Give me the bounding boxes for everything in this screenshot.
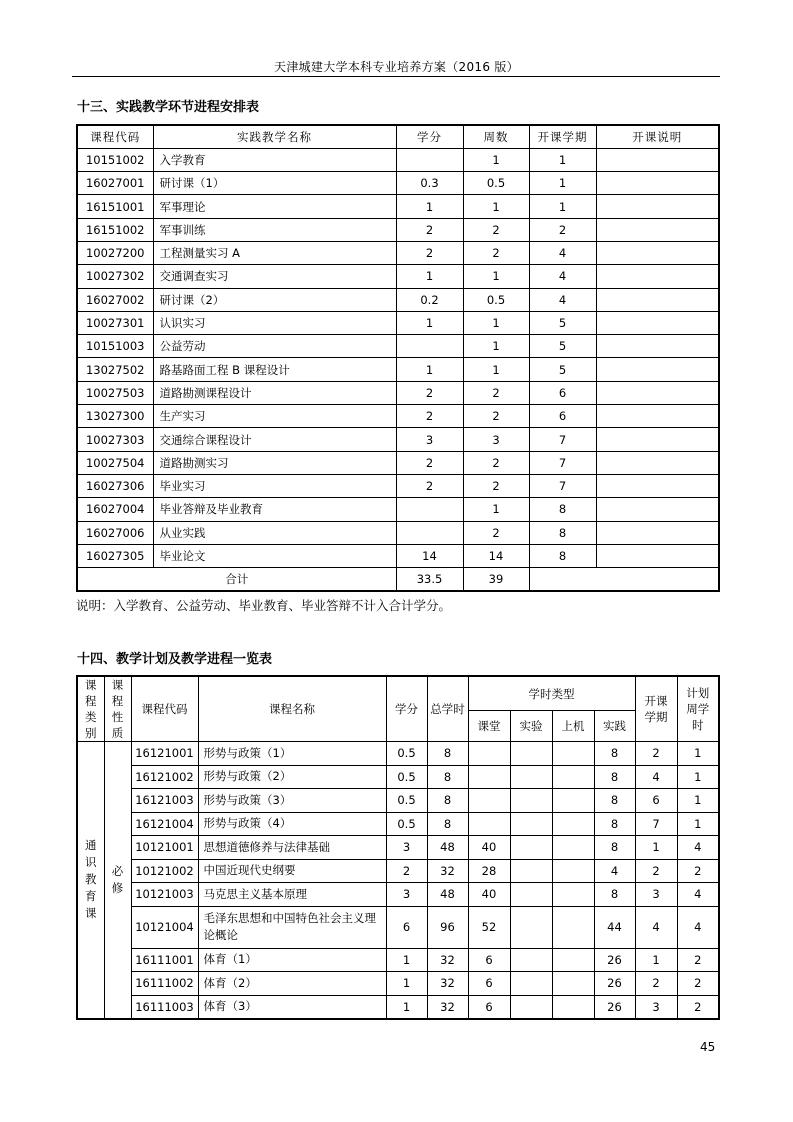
table-cell: 2 <box>463 474 529 497</box>
table-cell: 10027200 <box>77 241 153 264</box>
table-cell <box>396 335 463 358</box>
table-cell: 马克思主义基本原理 <box>198 883 386 907</box>
table-cell: 1 <box>635 948 677 972</box>
table-cell <box>510 789 552 813</box>
table-cell: 1 <box>677 765 719 789</box>
table-row <box>77 972 719 996</box>
table-cell: 10027303 <box>77 428 153 451</box>
table-cell: 48 <box>427 883 468 907</box>
header-divider <box>72 76 720 77</box>
table-cell <box>510 742 552 766</box>
table-cell: 3 <box>635 995 677 1019</box>
table-cell: 体育（3） <box>198 995 386 1019</box>
table-cell: 思想道德修养与法律基础 <box>198 836 386 860</box>
table-cell <box>510 812 552 836</box>
table-cell: 公益劳动 <box>153 335 396 358</box>
table-cell <box>596 428 719 451</box>
table-cell <box>596 521 719 544</box>
table-cell: 7 <box>529 474 596 497</box>
table-cell <box>552 995 594 1019</box>
table-row <box>77 172 719 195</box>
table-cell: 2 <box>463 241 529 264</box>
table-cell: 0.5 <box>386 789 427 813</box>
table-cell: 1 <box>396 311 463 334</box>
table-cell: 0.5 <box>463 288 529 311</box>
table-cell: 毛泽东思想和中国特色社会主义理论概论 <box>198 906 386 948</box>
section-14-heading: 十四、教学计划及教学进程一览表 <box>77 652 273 667</box>
table-cell: 道路勘测实习 <box>153 451 396 474</box>
table-cell: 1 <box>463 498 529 521</box>
table-cell: 6 <box>468 995 510 1019</box>
table-cell: 16151001 <box>77 195 153 218</box>
table-cell <box>596 451 719 474</box>
table-cell: 军事训练 <box>153 218 396 241</box>
table-row <box>77 148 719 171</box>
table-row <box>77 311 719 334</box>
table-cell: 6 <box>468 948 510 972</box>
table-cell <box>596 241 719 264</box>
section-13-heading: 十三、实践教学环节进程安排表 <box>77 100 260 115</box>
table-cell <box>510 883 552 907</box>
table-cell: 2 <box>396 451 463 474</box>
table-cell: 5 <box>529 311 596 334</box>
table-row <box>77 428 719 451</box>
table-cell <box>596 358 719 381</box>
table-cell: 1 <box>386 995 427 1019</box>
table-cell <box>552 742 594 766</box>
table-cell: 4 <box>529 288 596 311</box>
table-cell: 16151002 <box>77 218 153 241</box>
table-cell: 1 <box>386 972 427 996</box>
table-row <box>77 405 719 428</box>
table-cell <box>396 521 463 544</box>
table-cell: 13027502 <box>77 358 153 381</box>
table-cell: 10121004 <box>131 906 198 948</box>
table-cell: 10027503 <box>77 381 153 404</box>
table-cell: 6 <box>529 381 596 404</box>
table-cell <box>468 812 510 836</box>
table-cell: 16027002 <box>77 288 153 311</box>
table-cell <box>596 265 719 288</box>
table-cell <box>596 405 719 428</box>
table-cell <box>596 544 719 567</box>
table-cell: 1 <box>463 335 529 358</box>
column-header: 开课说明 <box>596 125 719 148</box>
column-header-computer: 上机 <box>552 711 594 742</box>
table-cell <box>510 948 552 972</box>
table-row <box>77 948 719 972</box>
table-cell: 2 <box>396 474 463 497</box>
table-cell: 1 <box>396 358 463 381</box>
table-cell: 8 <box>594 883 635 907</box>
table-cell: 7 <box>529 451 596 474</box>
column-header: 学分 <box>396 125 463 148</box>
table-cell <box>596 148 719 171</box>
table-cell: 13027300 <box>77 405 153 428</box>
table-cell: 16121003 <box>131 789 198 813</box>
table-cell <box>468 789 510 813</box>
table-cell: 0.3 <box>396 172 463 195</box>
table-cell: 0.5 <box>386 812 427 836</box>
table-cell: 1 <box>463 195 529 218</box>
table-cell: 2 <box>529 218 596 241</box>
table-cell <box>596 498 719 521</box>
table-cell: 1 <box>529 195 596 218</box>
table-row <box>77 241 719 264</box>
table-cell: 8 <box>427 765 468 789</box>
course-category-cell: 通识教育课 <box>77 742 104 1019</box>
table-cell: 8 <box>594 742 635 766</box>
table-cell: 2 <box>396 381 463 404</box>
table-cell <box>552 789 594 813</box>
column-header-weekly-hours: 计划周学时 <box>677 676 719 742</box>
column-header-lab: 实验 <box>510 711 552 742</box>
table-cell <box>552 812 594 836</box>
table-cell: 26 <box>594 972 635 996</box>
table-cell: 研讨课（2） <box>153 288 396 311</box>
table-cell: 1 <box>463 148 529 171</box>
table-cell <box>596 288 719 311</box>
table-cell: 14 <box>463 544 529 567</box>
table-cell: 1 <box>463 265 529 288</box>
table-cell: 16027006 <box>77 521 153 544</box>
table-cell: 16027306 <box>77 474 153 497</box>
table-cell: 5 <box>529 358 596 381</box>
column-header-term: 开课学期 <box>635 676 677 742</box>
column-header: 周数 <box>463 125 529 148</box>
table-cell <box>596 335 719 358</box>
table-cell: 形势与政策（2） <box>198 765 386 789</box>
table-cell: 2 <box>396 405 463 428</box>
table-cell: 3 <box>396 428 463 451</box>
course-nature-cell: 必修 <box>104 742 131 1019</box>
table-cell: 96 <box>427 906 468 948</box>
table-cell: 4 <box>594 859 635 883</box>
table-cell: 2 <box>635 859 677 883</box>
table-row <box>77 451 719 474</box>
table-cell: 10027504 <box>77 451 153 474</box>
table-cell <box>552 906 594 948</box>
table-cell <box>552 765 594 789</box>
page-header-title: 天津城建大学本科专业培养方案（2016 版） <box>274 60 519 74</box>
table-cell: 4 <box>529 241 596 264</box>
table-cell: 32 <box>427 995 468 1019</box>
table-cell: 16111001 <box>131 948 198 972</box>
table-row <box>77 358 719 381</box>
table-row <box>77 335 719 358</box>
table-cell: 4 <box>677 906 719 948</box>
table-row <box>77 195 719 218</box>
table-cell: 3 <box>386 836 427 860</box>
table-row <box>77 218 719 241</box>
table-cell: 14 <box>396 544 463 567</box>
table-cell: 1 <box>677 812 719 836</box>
table-cell: 40 <box>468 883 510 907</box>
table-cell: 从业实践 <box>153 521 396 544</box>
table-cell: 3 <box>386 883 427 907</box>
table-cell <box>396 148 463 171</box>
table-cell <box>552 859 594 883</box>
column-header-hour-types: 学时类型 <box>468 676 635 711</box>
table-cell: 8 <box>427 812 468 836</box>
table-cell: 2 <box>463 521 529 544</box>
table-cell <box>596 381 719 404</box>
column-header: 课程代码 <box>77 125 153 148</box>
table-row <box>77 742 719 766</box>
table-cell: 2 <box>463 405 529 428</box>
table-cell <box>468 765 510 789</box>
table-cell: 2 <box>635 742 677 766</box>
table-cell: 认识实习 <box>153 311 396 334</box>
table-note: 说明：入学教育、公益劳动、毕业教育、毕业答辩不计入合计学分。 <box>76 598 452 613</box>
table-cell: 形势与政策（4） <box>198 812 386 836</box>
table-row <box>77 521 719 544</box>
table-row <box>77 381 719 404</box>
table-cell: 8 <box>594 812 635 836</box>
table-cell: 8 <box>529 498 596 521</box>
column-header-code: 课程代码 <box>131 676 198 742</box>
table-cell: 2 <box>677 859 719 883</box>
table-cell: 交通综合课程设计 <box>153 428 396 451</box>
table-cell: 2 <box>463 381 529 404</box>
table-cell: 体育（2） <box>198 972 386 996</box>
table-cell: 16027305 <box>77 544 153 567</box>
table-cell: 4 <box>635 906 677 948</box>
column-header: 实践教学名称 <box>153 125 396 148</box>
table-row <box>77 474 719 497</box>
table-cell: 2 <box>677 995 719 1019</box>
table-cell: 1 <box>529 148 596 171</box>
table-cell: 1 <box>386 948 427 972</box>
total-label: 合计 <box>77 568 396 591</box>
table-cell: 8 <box>529 521 596 544</box>
column-header-classroom: 课堂 <box>468 711 510 742</box>
total-row <box>77 568 719 591</box>
table-cell: 16121001 <box>131 742 198 766</box>
practice-schedule-table <box>76 124 720 592</box>
table-cell: 10027301 <box>77 311 153 334</box>
table-cell: 4 <box>529 265 596 288</box>
table-cell: 28 <box>468 859 510 883</box>
column-header-practice: 实践 <box>594 711 635 742</box>
table-cell: 32 <box>427 972 468 996</box>
table-cell: 48 <box>427 836 468 860</box>
table-cell: 10121001 <box>131 836 198 860</box>
table-cell <box>510 972 552 996</box>
table-cell: 8 <box>594 836 635 860</box>
table-cell: 毕业论文 <box>153 544 396 567</box>
table-cell: 0.2 <box>396 288 463 311</box>
table-cell: 40 <box>468 836 510 860</box>
table-cell: 1 <box>529 172 596 195</box>
table-cell: 7 <box>529 428 596 451</box>
table-row <box>77 859 719 883</box>
table-cell <box>596 311 719 334</box>
table-cell: 6 <box>529 405 596 428</box>
table-cell <box>552 883 594 907</box>
table-cell: 2 <box>635 972 677 996</box>
table-cell: 研讨课（1） <box>153 172 396 195</box>
table-cell: 32 <box>427 948 468 972</box>
table-cell: 10121003 <box>131 883 198 907</box>
table-cell: 1 <box>396 265 463 288</box>
table-cell: 2 <box>677 948 719 972</box>
table-cell: 形势与政策（1） <box>198 742 386 766</box>
table-row <box>77 883 719 907</box>
table-cell: 体育（1） <box>198 948 386 972</box>
table-cell: 5 <box>529 335 596 358</box>
table-row <box>77 812 719 836</box>
table-cell: 2 <box>396 218 463 241</box>
table-row <box>77 906 719 948</box>
table-cell: 8 <box>427 789 468 813</box>
table-cell: 16027001 <box>77 172 153 195</box>
table-cell: 32 <box>427 859 468 883</box>
table-cell: 1 <box>463 358 529 381</box>
table-cell: 52 <box>468 906 510 948</box>
table-cell <box>552 836 594 860</box>
column-header-name: 课程名称 <box>198 676 386 742</box>
table-cell: 2 <box>396 241 463 264</box>
table-cell: 道路勘测课程设计 <box>153 381 396 404</box>
table-cell: 入学教育 <box>153 148 396 171</box>
table-cell: 3 <box>463 428 529 451</box>
table-header-row <box>77 676 719 711</box>
table-cell: 1 <box>677 789 719 813</box>
table-cell: 26 <box>594 948 635 972</box>
table-cell: 3 <box>635 883 677 907</box>
total-weeks: 39 <box>463 568 529 591</box>
table-cell: 1 <box>463 311 529 334</box>
table-cell <box>510 995 552 1019</box>
table-cell <box>510 765 552 789</box>
table-cell <box>396 498 463 521</box>
table-cell: 8 <box>594 765 635 789</box>
table-cell: 10027302 <box>77 265 153 288</box>
table-cell: 16027004 <box>77 498 153 521</box>
table-row <box>77 789 719 813</box>
table-cell: 毕业答辩及毕业教育 <box>153 498 396 521</box>
table-row <box>77 544 719 567</box>
table-row <box>77 498 719 521</box>
table-cell: 工程测量实习 A <box>153 241 396 264</box>
table-cell: 16121002 <box>131 765 198 789</box>
table-cell: 4 <box>677 836 719 860</box>
table-cell <box>552 948 594 972</box>
table-cell <box>529 568 719 591</box>
table-cell <box>510 859 552 883</box>
table-cell: 0.5 <box>463 172 529 195</box>
table-cell: 生产实习 <box>153 405 396 428</box>
table-cell: 4 <box>635 765 677 789</box>
column-header-nature: 课程性质 <box>104 676 131 742</box>
column-header-category: 课程类别 <box>77 676 104 742</box>
table-cell: 军事理论 <box>153 195 396 218</box>
table-cell: 6 <box>386 906 427 948</box>
table-cell: 6 <box>635 789 677 813</box>
table-cell: 0.5 <box>386 742 427 766</box>
table-cell: 8 <box>529 544 596 567</box>
table-cell <box>552 972 594 996</box>
table-row <box>77 288 719 311</box>
table-cell <box>596 172 719 195</box>
teaching-plan-table <box>76 675 720 1020</box>
table-cell: 10151002 <box>77 148 153 171</box>
table-cell: 16111003 <box>131 995 198 1019</box>
table-cell: 2 <box>677 972 719 996</box>
table-cell <box>596 474 719 497</box>
table-header-row <box>77 125 719 148</box>
total-credits: 33.5 <box>396 568 463 591</box>
table-cell: 0.5 <box>386 765 427 789</box>
table-cell: 16121004 <box>131 812 198 836</box>
table-row <box>77 836 719 860</box>
table-row <box>77 765 719 789</box>
table-row <box>77 265 719 288</box>
table-cell <box>596 195 719 218</box>
table-cell: 44 <box>594 906 635 948</box>
table-cell: 7 <box>635 812 677 836</box>
page-number: 45 <box>700 1040 716 1054</box>
column-header-credits: 学分 <box>386 676 427 742</box>
table-cell: 中国近现代史纲要 <box>198 859 386 883</box>
table-cell: 6 <box>468 972 510 996</box>
table-cell: 4 <box>677 883 719 907</box>
table-row <box>77 995 719 1019</box>
table-cell: 交通调查实习 <box>153 265 396 288</box>
table-cell: 26 <box>594 995 635 1019</box>
table-cell <box>596 218 719 241</box>
table-cell: 8 <box>427 742 468 766</box>
table-cell: 16111002 <box>131 972 198 996</box>
table-cell: 10151003 <box>77 335 153 358</box>
table-cell: 路基路面工程 B 课程设计 <box>153 358 396 381</box>
table-cell <box>468 742 510 766</box>
column-header: 开课学期 <box>529 125 596 148</box>
table-cell: 2 <box>386 859 427 883</box>
table-cell <box>510 906 552 948</box>
table-cell: 2 <box>463 218 529 241</box>
table-cell: 2 <box>463 451 529 474</box>
table-cell: 1 <box>677 742 719 766</box>
table-cell <box>510 836 552 860</box>
table-cell: 1 <box>396 195 463 218</box>
table-cell: 10121002 <box>131 859 198 883</box>
table-cell: 毕业实习 <box>153 474 396 497</box>
table-cell: 8 <box>594 789 635 813</box>
table-cell: 形势与政策（3） <box>198 789 386 813</box>
column-header-total-hours: 总学时 <box>427 676 468 742</box>
table-cell: 1 <box>635 836 677 860</box>
